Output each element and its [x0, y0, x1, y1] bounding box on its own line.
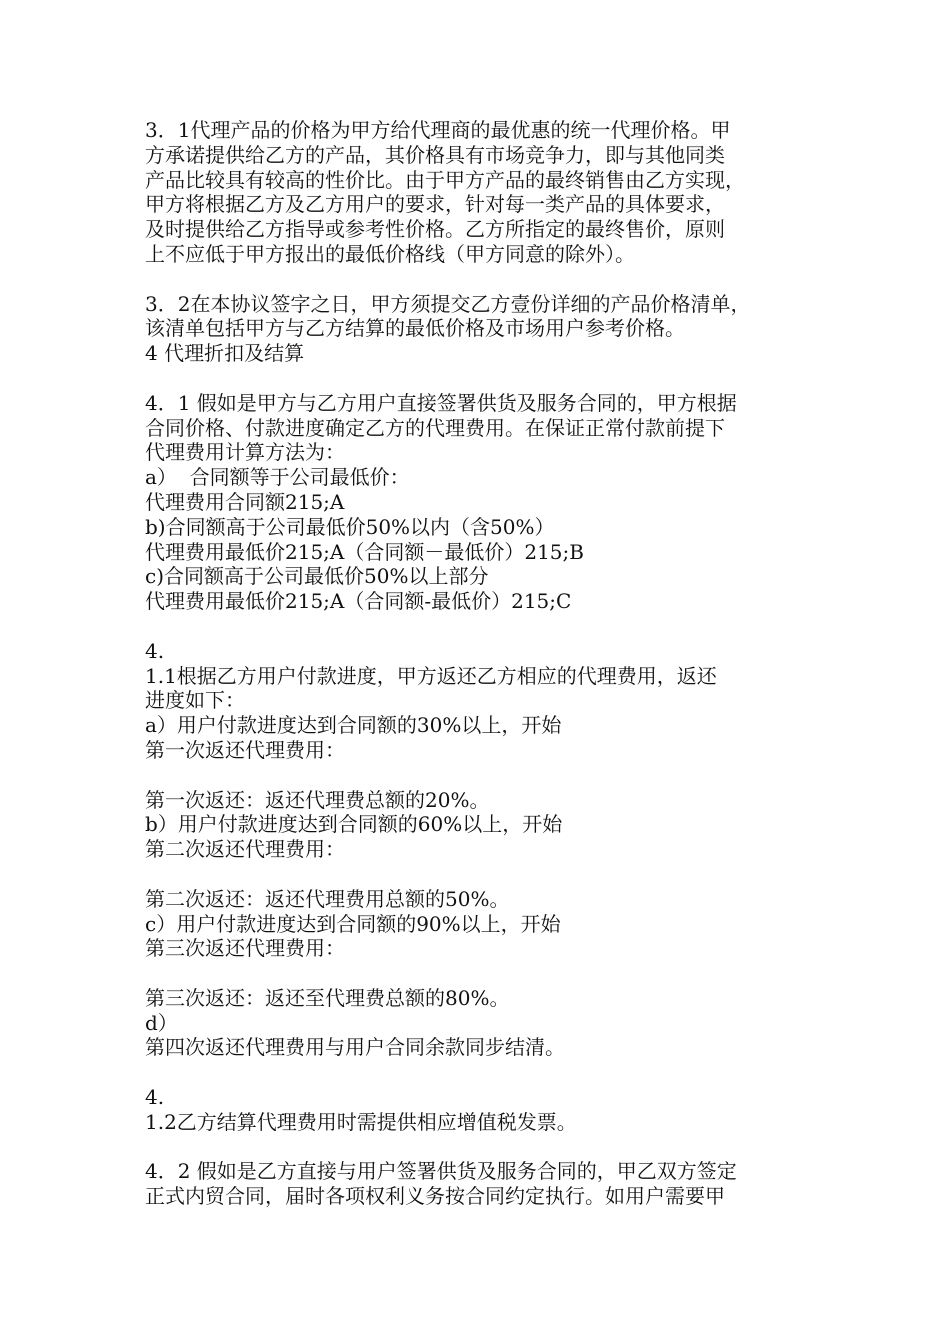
- text-line: 第三次返还代理费用：: [145, 936, 345, 961]
- text-line: a） 合同额等于公司最低价：: [145, 465, 410, 490]
- text-line: 合同价格、付款进度确定乙方的代理费用。在保证正常付款前提下: [145, 415, 725, 440]
- text-line: 4．2 假如是乙方直接与用户签署供货及服务合同的，甲乙双方签定: [145, 1159, 737, 1184]
- text-line: 代理费用计算方法为：: [145, 440, 345, 465]
- paragraph-refund-1: [145, 788, 825, 862]
- paragraph-gap: [145, 1060, 825, 1085]
- paragraph-4-1-1: [145, 639, 825, 763]
- text-line: b）用户付款进度达到合同额的60%以上，开始: [145, 812, 563, 837]
- text-line: 代理费用最低价215;A（合同额-最低价）215;C: [145, 589, 572, 614]
- text-line: 代理费用最低价215;A（合同额－最低价）215;B: [145, 539, 584, 564]
- text-line: 4.: [145, 1085, 165, 1110]
- text-line: c）用户付款进度达到合同额的90%以上，开始: [145, 911, 561, 936]
- paragraph-gap: [145, 1135, 825, 1160]
- text-line: 进度如下：: [145, 688, 245, 713]
- text-line: 第二次返还：返还代理费用总额的50%。: [145, 886, 510, 911]
- text-line: 第一次返还：返还代理费总额的20%。: [145, 787, 490, 812]
- paragraph-4-1-2: [145, 1085, 825, 1135]
- text-line: 1.2乙方结算代理费用时需提供相应增值税发票。: [145, 1109, 577, 1134]
- text-line: 第四次返还代理费用与用户合同余款同步结清。: [145, 1035, 565, 1060]
- text-line: c)合同额高于公司最低价50%以上部分: [145, 564, 489, 589]
- paragraph-refund-2: [145, 887, 825, 961]
- paragraph-gap: [145, 366, 825, 391]
- document-page: [145, 118, 825, 1209]
- paragraph-gap: [145, 267, 825, 292]
- text-line: b)合同额高于公司最低价50%以内（含50%）: [145, 514, 555, 539]
- paragraph-4-2: [145, 1159, 825, 1209]
- text-line: 3．1代理产品的价格为甲方给代理商的最优惠的统一代理价格。甲: [145, 118, 731, 142]
- text-line: 代理费用合同额215;A: [145, 489, 345, 514]
- text-line: 方承诺提供给乙方的产品，其价格具有市场竞争力，即与其他同类: [145, 142, 725, 167]
- text-line: 及时提供给乙方指导或参考性价格。乙方所指定的最终售价，原则: [145, 217, 725, 242]
- text-line: 甲方将根据乙方及乙方用户的要求，针对每一类产品的具体要求，: [145, 192, 725, 217]
- text-line: 该清单包括甲方与乙方结算的最低价格及市场用户参考价格。: [145, 316, 685, 341]
- text-line: 第三次返还：返还至代理费总额的80%。: [145, 985, 510, 1010]
- text-line: 第二次返还代理费用：: [145, 837, 345, 862]
- paragraph-gap: [145, 763, 825, 788]
- text-line: 上不应低于甲方报出的最低价格线（甲方同意的除外）。: [145, 241, 635, 266]
- paragraph-3-1: [145, 118, 825, 267]
- text-line: 4．1 假如是甲方与乙方用户直接签署供货及服务合同的，甲方根据: [145, 390, 737, 415]
- paragraph-gap: [145, 961, 825, 986]
- paragraph-3-2: [145, 292, 825, 366]
- section-heading: 4 代理折扣及结算: [145, 341, 305, 366]
- paragraph-gap: [145, 614, 825, 639]
- paragraph-refund-3: [145, 986, 825, 1060]
- text-line: 第一次返还代理费用：: [145, 737, 345, 762]
- paragraph-gap: [145, 862, 825, 887]
- text-line: 4.: [145, 638, 165, 663]
- text-line: 3．2在本协议签字之日，甲方须提交乙方壹份详细的产品价格清单，: [145, 291, 751, 316]
- text-line: 产品比较具有较高的性价比。由于甲方产品的最终销售由乙方实现，: [145, 167, 745, 192]
- text-line: 正式内贸合同，届时各项权利义务按合同约定执行。如用户需要甲: [145, 1184, 725, 1209]
- text-line: 1.1根据乙方用户付款进度，甲方返还乙方相应的代理费用，返还: [145, 663, 717, 688]
- text-line: d）: [145, 1010, 178, 1035]
- text-line: a）用户付款进度达到合同额的30%以上，开始: [145, 713, 562, 738]
- paragraph-4-1: [145, 391, 825, 614]
